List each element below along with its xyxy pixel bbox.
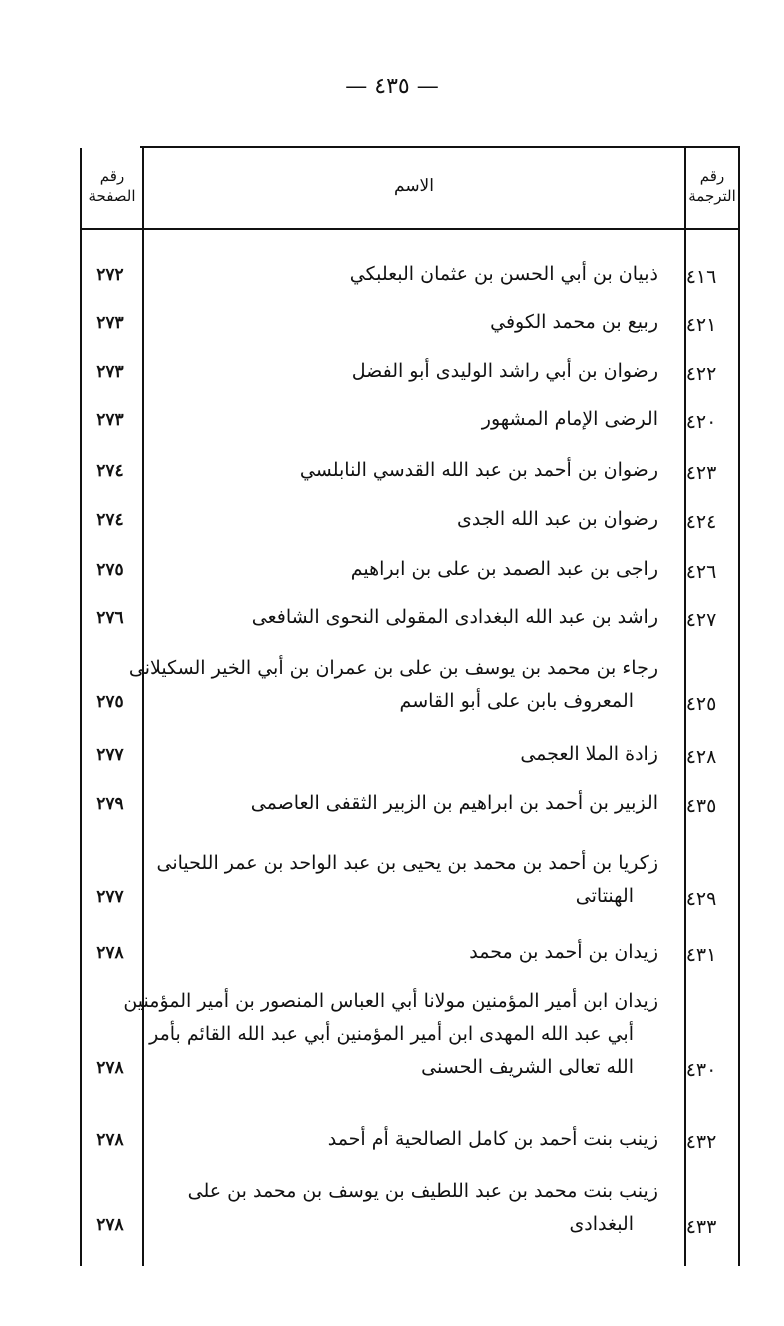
table-row bbox=[80, 601, 740, 634]
table-row bbox=[80, 847, 740, 913]
table-row bbox=[80, 503, 740, 536]
table-row bbox=[80, 985, 740, 1084]
entry-name-line: البغدادى bbox=[569, 1213, 634, 1235]
entry-name-line: ربيع بن محمد الكوفي bbox=[490, 311, 658, 333]
entry-name-line: زكريا بن أحمد بن محمد بن يحيى بن عبد الواحد بن عمر اللحيانى bbox=[156, 852, 658, 874]
header-page-number: رقم الصفحة bbox=[88, 167, 136, 205]
page-reference: ٢٧٨ bbox=[96, 943, 124, 963]
page-reference: ٢٧٣ bbox=[96, 410, 124, 430]
page-reference: ٢٧٧ bbox=[96, 745, 124, 765]
entry-name-line: رضوان بن أحمد بن عبد الله القدسي النابلسي bbox=[299, 459, 658, 481]
entry-name-line: أبي عبد الله المهدى ابن أمير المؤمنين أبي عبد الله القائم بأمر bbox=[149, 1023, 634, 1045]
page-reference: ٢٧٧ bbox=[96, 887, 124, 907]
table-row bbox=[80, 403, 740, 436]
entry-number: ٤٣٥ bbox=[685, 795, 717, 817]
table-top-border bbox=[140, 146, 740, 148]
entry-name-line: راشد بن عبد الله البغدادى المقولى النحوى الشافعى bbox=[251, 606, 658, 628]
table-row bbox=[80, 306, 740, 339]
entry-name bbox=[118, 403, 658, 436]
header-name: الاسم bbox=[394, 176, 434, 196]
page-reference: ٢٧٣ bbox=[96, 313, 124, 333]
entry-name-line: الزبير بن أحمد بن ابراهيم بن الزبير الثقفى العاصمى bbox=[250, 792, 658, 814]
entry-number: ٤٢٣ bbox=[685, 462, 717, 484]
page-reference: ٢٧٣ bbox=[96, 362, 124, 382]
table-row bbox=[80, 787, 740, 820]
table-row bbox=[80, 355, 740, 388]
table-row bbox=[80, 936, 740, 969]
entry-name bbox=[118, 652, 658, 718]
page-reference: ٢٧٥ bbox=[96, 692, 124, 712]
page-reference: ٢٧٥ bbox=[96, 560, 124, 580]
entry-number: ٤١٦ bbox=[685, 266, 717, 288]
entry-number: ٤٢٥ bbox=[685, 693, 717, 715]
entry-name-line: زادة الملا العجمى bbox=[520, 743, 658, 765]
page-reference: ٢٧٤ bbox=[96, 461, 124, 481]
page-reference: ٢٧٦ bbox=[96, 608, 124, 628]
entry-name-line: زيدان بن أحمد بن محمد bbox=[469, 941, 658, 963]
entry-number: ٤٢٧ bbox=[685, 609, 717, 631]
entry-number: ٤٢١ bbox=[685, 314, 717, 336]
entry-name bbox=[118, 1123, 658, 1156]
table-row bbox=[80, 1175, 740, 1241]
entry-name-line: الله تعالى الشريف الحسنى bbox=[421, 1056, 634, 1078]
entry-number: ٤٢٩ bbox=[685, 888, 717, 910]
entry-number: ٤٣٢ bbox=[685, 1131, 717, 1153]
entry-number: ٤٢٤ bbox=[685, 511, 717, 533]
entry-name bbox=[118, 601, 658, 634]
entry-number: ٤٢٦ bbox=[685, 561, 717, 583]
entry-name-line: المعروف بابن على أبو القاسم bbox=[399, 690, 634, 712]
table-row bbox=[80, 454, 740, 487]
entry-name-line: رضوان بن أبي راشد الوليدى أبو الفضل bbox=[351, 360, 658, 382]
page-reference: ٢٧٢ bbox=[96, 265, 124, 285]
entry-number: ٤٣٠ bbox=[685, 1059, 717, 1081]
page-reference: ٢٧٨ bbox=[96, 1058, 124, 1078]
entry-name-line: رضوان بن عبد الله الجدى bbox=[456, 508, 658, 530]
table-row bbox=[80, 553, 740, 586]
page-reference: ٢٧٩ bbox=[96, 794, 124, 814]
entry-name-line: الهنتاتى bbox=[575, 885, 634, 907]
entry-name bbox=[118, 847, 658, 913]
page-reference: ٢٧٨ bbox=[96, 1215, 124, 1235]
entry-name bbox=[118, 936, 658, 969]
entry-name-line: راجى بن عبد الصمد بن على بن ابراهيم bbox=[350, 558, 658, 580]
entry-name-line: زينب بنت محمد بن عبد اللطيف بن يوسف بن محمد بن على bbox=[187, 1180, 658, 1202]
entry-name-line: زيدان ابن أمير المؤمنين مولانا أبي العباس المنصور بن أمير المؤمنين bbox=[123, 990, 658, 1012]
page-number: — ٤٣٥ — bbox=[345, 74, 439, 99]
entry-name bbox=[118, 454, 658, 487]
table-row bbox=[80, 1123, 740, 1156]
table-row bbox=[80, 258, 740, 291]
entry-name bbox=[118, 355, 658, 388]
entry-number: ٤٣١ bbox=[685, 944, 717, 966]
page-reference: ٢٧٨ bbox=[96, 1130, 124, 1150]
entry-name bbox=[118, 553, 658, 586]
entry-name-line: رجاء بن محمد بن يوسف بن على بن عمران بن أبي الخير السكيلانى bbox=[128, 657, 658, 679]
entry-name bbox=[118, 503, 658, 536]
entry-name bbox=[118, 306, 658, 339]
entry-name bbox=[118, 738, 658, 771]
entry-number: ٤٢٠ bbox=[685, 411, 717, 433]
entry-name bbox=[118, 787, 658, 820]
entry-number: ٤٢٢ bbox=[685, 363, 717, 385]
entry-name bbox=[118, 985, 658, 1084]
table-row bbox=[80, 652, 740, 718]
entry-number: ٤٣٣ bbox=[685, 1216, 717, 1238]
header-entry-number: رقم الترجمة bbox=[688, 167, 736, 205]
table-row bbox=[80, 738, 740, 771]
entry-number: ٤٢٨ bbox=[685, 746, 717, 768]
entry-name-line: الرضى الإمام المشهور bbox=[481, 408, 658, 430]
entry-name-line: ذبيان بن أبي الحسن بن عثمان البعلبكي bbox=[349, 263, 658, 285]
entry-name-line: زينب بنت أحمد بن كامل الصالحية أم أحمد bbox=[327, 1128, 658, 1150]
page-reference: ٢٧٤ bbox=[96, 510, 124, 530]
entry-name bbox=[118, 258, 658, 291]
header-underline bbox=[80, 228, 740, 230]
entry-name bbox=[118, 1175, 658, 1241]
